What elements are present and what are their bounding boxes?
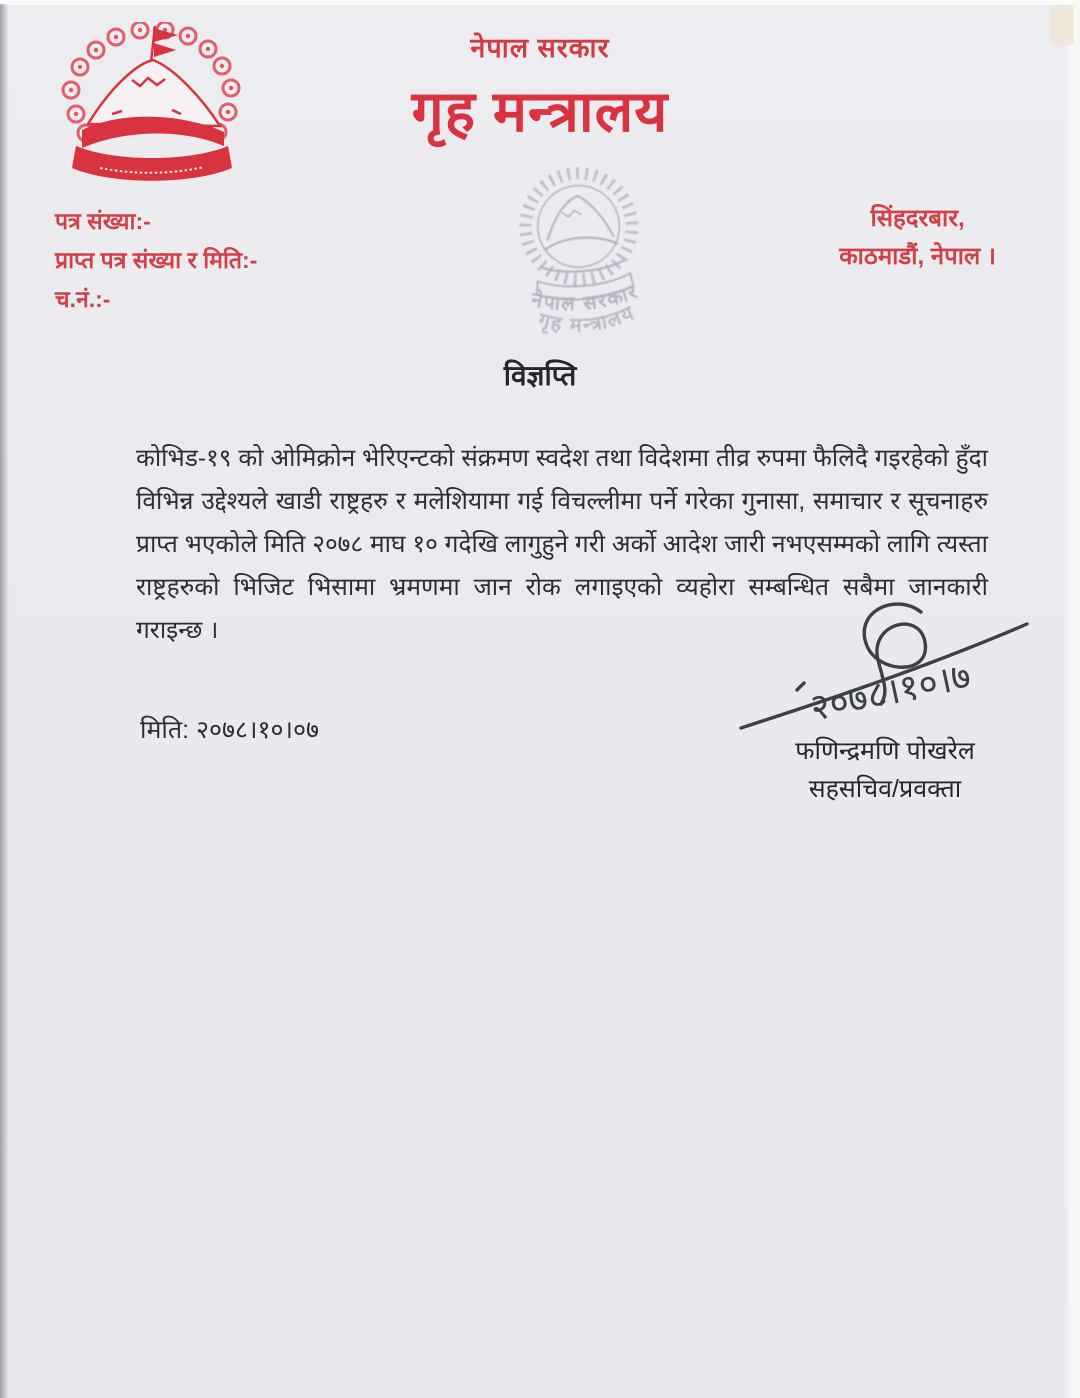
signatory-title: सहसचिव/प्रवक्ता (808, 775, 962, 803)
office-address (839, 200, 996, 276)
signature-handwritten-date: २०७८।१०।७ (806, 654, 975, 729)
notice-title: विज्ञप्ति (503, 360, 577, 391)
address-line-2: काठमाडौं, नेपाल । (839, 243, 996, 270)
dispatch-number-label: च.नं.:- (55, 286, 111, 312)
government-name: नेपाल सरकार (470, 33, 610, 63)
stamp-text-government: नेपाल सरकार (529, 280, 642, 316)
received-letter-label: प्राप्त पत्र संख्या र मिति:- (55, 247, 258, 273)
scan-edge-right (1064, 4, 1080, 1398)
scan-edge-left (0, 4, 9, 1398)
stamp-text-ministry: गृह मन्त्रालय (536, 301, 639, 337)
address-line-1: सिंहदरबार, (870, 205, 965, 232)
ministry-name: गृह मन्त्रालय (411, 80, 669, 144)
signature-icon (735, 598, 1035, 740)
letter-meta (55, 202, 257, 319)
signatory-name: फणिन्द्रमणि पोखरेल (795, 737, 975, 765)
scan-edge-top (0, 0, 1080, 5)
letter-number-label: पत्र संख्या:- (55, 208, 151, 234)
issue-date: मिति: २०७८।१०।०७ (140, 716, 319, 744)
ministry-stamp-icon (483, 158, 678, 343)
notice-body-paragraph: कोभिड-१९ को ओमिक्रोन भेरिएन्टको संक्रमण स्वदेश तथा विदेशमा तीव्र रुपमा फैलिदै गइरहेको हुँदा विभिन्न उद्देश्यले खाडी राष्ट्रहरु र मलेशियामा गई विचल्लीमा पर्ने गरेका गुनासा, समाचार र सूचनाहरु प्राप्त भएकोले मिति २०७८ माघ १० गदेखि लागुहुने गरी अर्को आदेश जारी नभएसम्मको लागि त्यस्ता राष्ट्रहरुको भिजिट भिसामा भ्रमणमा जान रोक लगाइएको व्यहोरा सम्बन्धित सबैमा जानकारी गराइन्छ । (136, 445, 988, 644)
